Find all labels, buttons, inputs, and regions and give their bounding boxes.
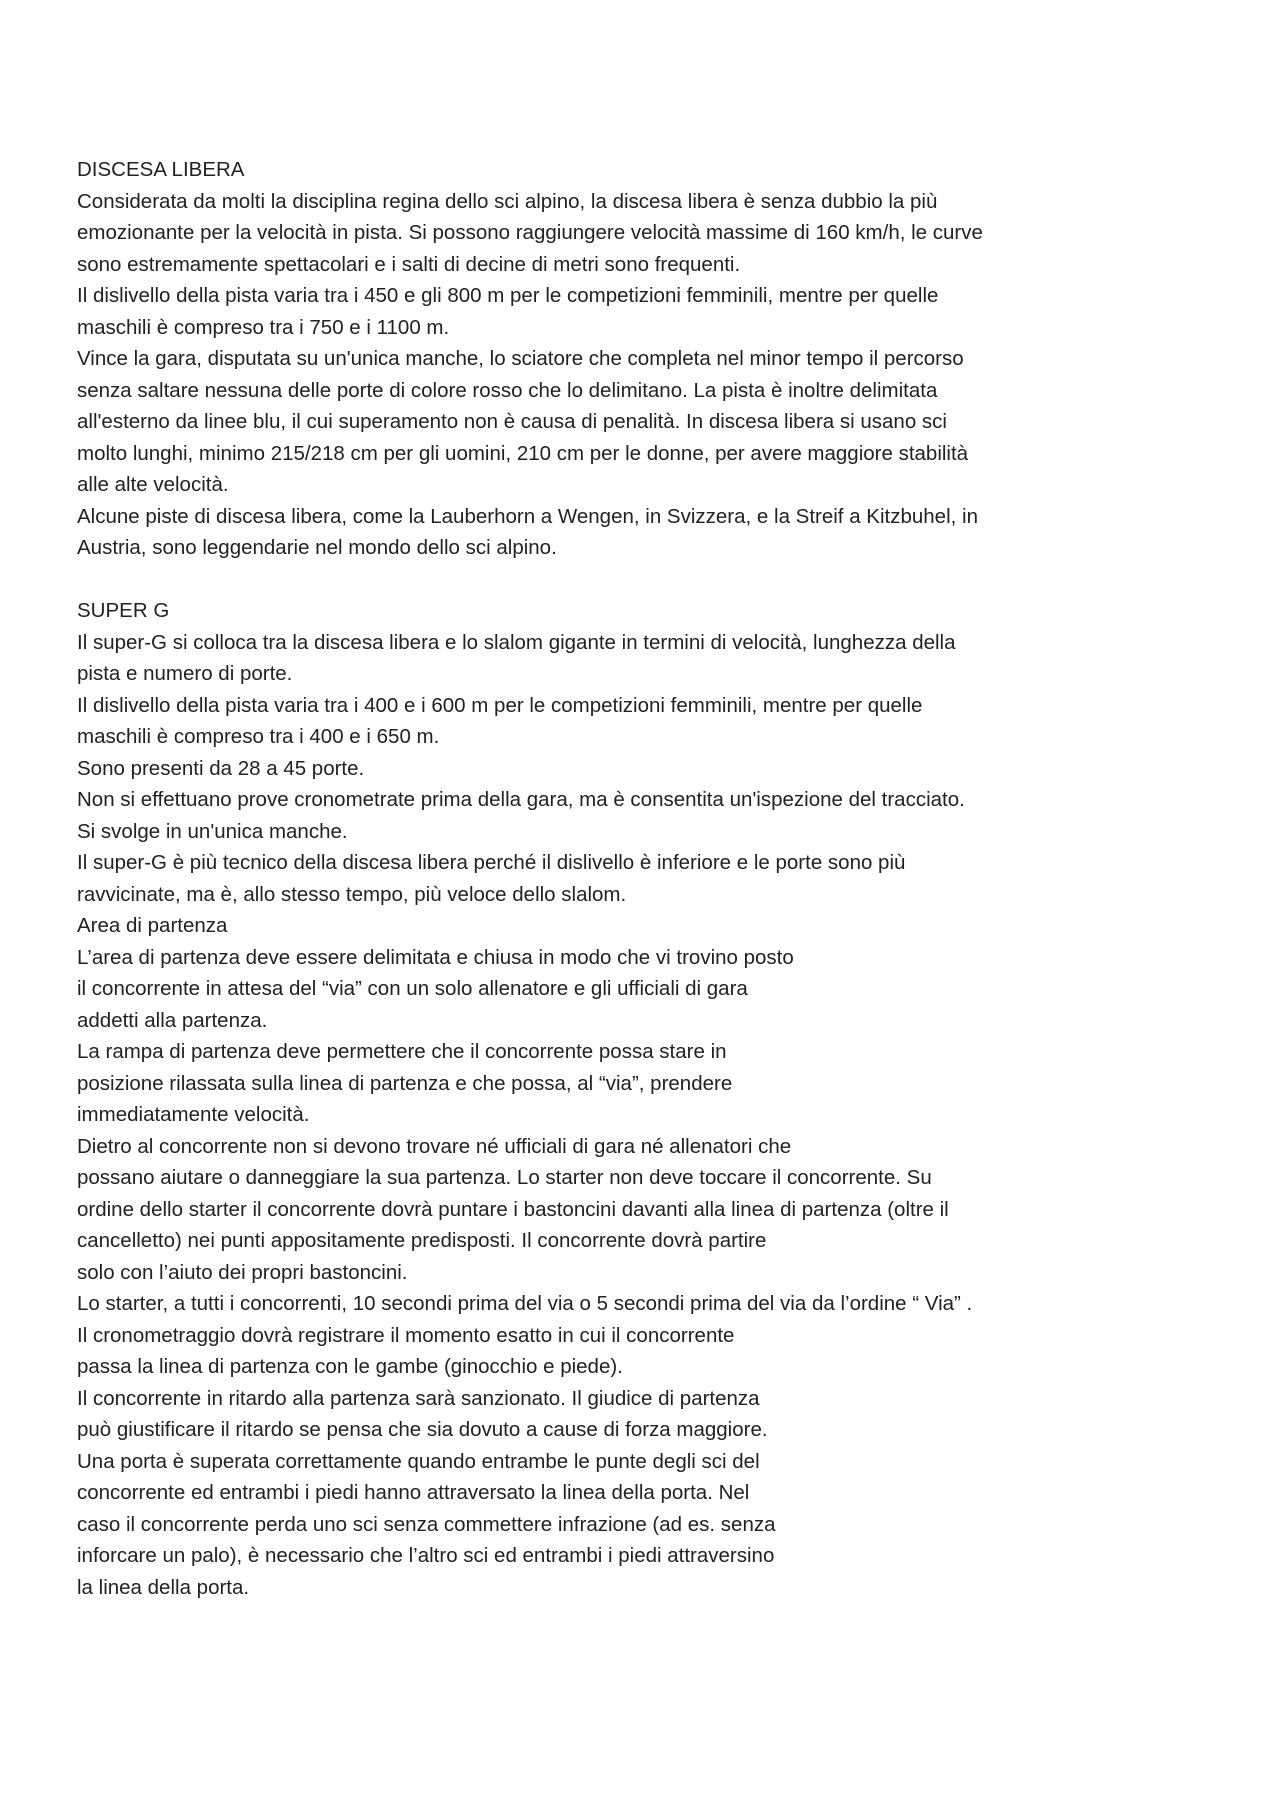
- text-line: possano aiutare o danneggiare la sua partenza. Lo starter non deve toccare il concorrente. Su: [77, 1166, 932, 1189]
- text-line: Il super-G è più tecnico della discesa libera perché il dislivello è inferiore e le porte sono più: [77, 851, 906, 874]
- text-line: concorrente ed entrambi i piedi hanno attraversato la linea della porta. Nel: [77, 1481, 750, 1504]
- text-line: la linea della porta.: [77, 1575, 250, 1599]
- section-heading: SUPER G: [77, 599, 170, 622]
- text-line: ravvicinate, ma è, allo stesso tempo, più veloce dello slalom.: [77, 882, 627, 906]
- text-line: Una porta è superata correttamente quando entrambe le punte degli sci del: [77, 1449, 760, 1473]
- text-line: può giustificare il ritardo se pensa che sia dovuto a cause di forza maggiore.: [77, 1418, 768, 1441]
- text-line: Il cronometraggio dovrà registrare il momento esatto in cui il concorrente: [77, 1323, 735, 1347]
- text-line: La rampa di partenza deve permettere che il concorrente possa stare in: [77, 1040, 727, 1063]
- subheading-area-di-partenza: Area di partenza: [77, 914, 228, 937]
- text-line: cancelletto) nei punti appositamente predisposti. Il concorrente dovrà partire: [77, 1229, 767, 1252]
- text-line: alle alte velocità.: [77, 473, 229, 496]
- text-line: ordine dello starter il concorrente dovrà puntare i bastoncini davanti alla linea di partenza (oltre il: [77, 1197, 949, 1221]
- text-line: maschili è compreso tra i 750 e i 1100 m.: [77, 315, 450, 339]
- section-heading: DISCESA LIBERA: [77, 158, 245, 181]
- text-line: Il dislivello della pista varia tra i 450 e gli 800 m per le competizioni femminili, mentre per quelle: [77, 284, 939, 307]
- text-line: addetti alla partenza.: [77, 1008, 268, 1032]
- text-line: posizione rilassata sulla linea di partenza e che possa, al “via”, prendere: [77, 1071, 733, 1095]
- text-line: maschili è compreso tra i 400 e i 650 m.: [77, 725, 440, 748]
- text-line: Lo starter, a tutti i concorrenti, 10 secondi prima del via o 5 secondi prima del via da l’ordine “ Via” .: [77, 1292, 973, 1315]
- text-line: solo con l’aiuto dei propri bastoncini.: [77, 1260, 408, 1284]
- paragraph-spacer: [77, 564, 1217, 596]
- section-discesa-libera: [77, 154, 1217, 564]
- text-line: Sono presenti da 28 a 45 porte.: [77, 756, 365, 780]
- text-line: pista e numero di porte.: [77, 662, 293, 685]
- text-line: Austria, sono leggendarie nel mondo dello sci alpino.: [77, 536, 557, 559]
- text-line: emozionante per la velocità in pista. Si possono raggiungere velocità massime di 160 km/h, le curve: [77, 221, 983, 244]
- text-line: molto lunghi, minimo 215/218 cm per gli uomini, 210 cm per le donne, per avere maggiore stabilità: [77, 441, 969, 465]
- text-line: il concorrente in attesa del “via” con un solo allenatore e gli ufficiali di gara: [77, 977, 748, 1000]
- text-line: Dietro al concorrente non si devono trovare né ufficiali di gara né allenatori che: [77, 1134, 792, 1158]
- section-super-g: [77, 595, 1217, 1603]
- text-line: sono estremamente spettacolari e i salti di decine di metri sono frequenti.: [77, 252, 741, 276]
- text-line: Il dislivello della pista varia tra i 400 e i 600 m per le competizioni femminili, mentre per quelle: [77, 693, 923, 717]
- text-line: L’area di partenza deve essere delimitata e chiusa in modo che vi trovino posto: [77, 945, 794, 969]
- text-line: senza saltare nessuna delle porte di colore rosso che lo delimitano. La pista è inoltre delimitata: [77, 378, 938, 402]
- text-line: Il super-G si colloca tra la discesa libera e lo slalom gigante in termini di velocità, lunghezza della: [77, 630, 956, 654]
- text-line: caso il concorrente perda uno sci senza commettere infrazione (ad es. senza: [77, 1512, 776, 1536]
- text-line: passa la linea di partenza con le gambe (ginocchio e piede).: [77, 1355, 623, 1378]
- text-line: Vince la gara, disputata su un'unica manche, lo sciatore che completa nel minor tempo il percorso: [77, 347, 964, 370]
- text-line: Si svolge in un'unica manche.: [77, 819, 348, 843]
- text-line: all'esterno da linee blu, il cui superamento non è causa di penalità. In discesa libera si usano sci: [77, 410, 947, 433]
- text-line: inforcare un palo), è necessario che l’altro sci ed entrambi i piedi attraversino: [77, 1544, 775, 1567]
- text-line: immediatamente velocità.: [77, 1103, 310, 1126]
- text-line: Il concorrente in ritardo alla partenza sarà sanzionato. Il giudice di partenza: [77, 1386, 760, 1410]
- text-line: Non si effettuano prove cronometrate prima della gara, ma è consentita un'ispezione del tracciato.: [77, 788, 965, 811]
- text-line: Considerata da molti la disciplina regina dello sci alpino, la discesa libera è senza dubbio la più: [77, 189, 938, 213]
- document-body: [77, 154, 1217, 1603]
- text-line: Alcune piste di discesa libera, come la Lauberhorn a Wengen, in Svizzera, e la Streif a Kitzbuhel, in: [77, 504, 978, 528]
